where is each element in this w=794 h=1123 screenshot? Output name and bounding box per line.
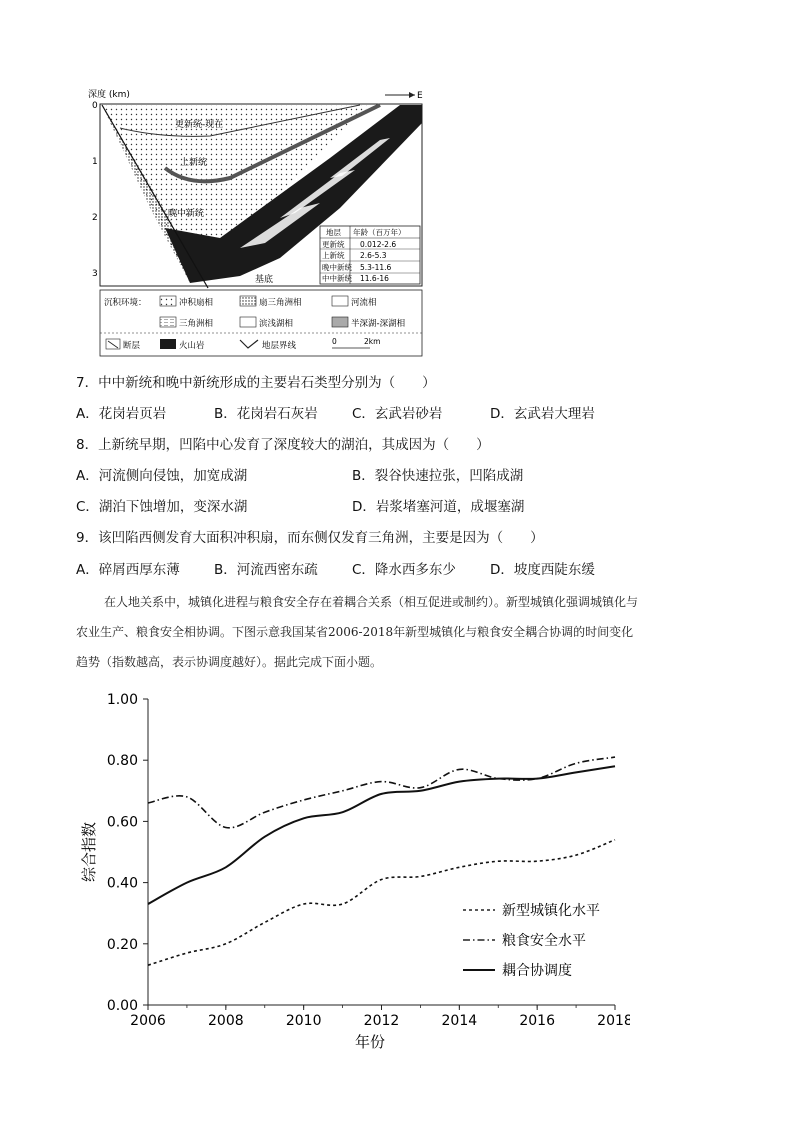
legend-item: 半深湖-深湖相 (351, 319, 406, 329)
legend-label-coupling: 耦合协调度 (502, 963, 572, 979)
y-tick-label: 0.60 (106, 814, 138, 831)
x-tick-label: 2014 (441, 1013, 478, 1029)
legend-label-food-security: 粮食安全水平 (502, 933, 586, 949)
question-7-option-c[interactable]: C．玄武岩砂岩 (352, 406, 443, 422)
legend-symbol: 断层 (123, 341, 141, 351)
age-table-cell: 更新统 (322, 240, 345, 249)
chart-legend (463, 902, 600, 979)
age-table-cell: 晚中新统 (322, 263, 352, 272)
x-axis-label: 年份 (354, 1033, 386, 1051)
x-tick-label: 2006 (130, 1013, 166, 1029)
age-table-cell: 中中新统 (322, 274, 352, 283)
legend-item: 冲积扇相 (179, 298, 214, 308)
age-table-cell: 0.012-2.6 (360, 240, 397, 249)
y-tick-label: 0.80 (106, 753, 138, 770)
series-line-coupling (148, 766, 615, 904)
x-tick-label: 2016 (519, 1013, 555, 1029)
x-tick-label: 2012 (363, 1013, 400, 1029)
series-line-food-security (148, 757, 615, 828)
question-7-option-d[interactable]: D．玄武岩大理岩 (490, 406, 595, 422)
age-table-header: 年龄（百万年） (353, 228, 406, 237)
question-7-option-b[interactable]: B．花岗岩石灰岩 (214, 406, 318, 422)
coupling-chart-svg (70, 685, 630, 1055)
depth-tick: 0 (92, 101, 98, 111)
depth-tick: 1 (92, 157, 98, 167)
question-8-option-c[interactable]: C．湖泊下蚀增加，变深水湖 (76, 499, 248, 515)
age-table-cell: 2.6-5.3 (360, 251, 387, 260)
question-9-option-c[interactable]: C．降水西多东少 (352, 562, 456, 578)
legend-item: 扇三角洲相 (259, 298, 302, 308)
question-8-option-a[interactable]: A．河流侧向侵蚀，加宽成湖 (76, 468, 248, 484)
question-9-option-a[interactable]: A．碎屑西厚东薄 (76, 562, 180, 578)
legend-item: 河流相 (351, 298, 377, 308)
x-tick-label: 2018 (597, 1013, 630, 1029)
age-table-cell: 5.3-11.6 (360, 263, 392, 272)
scale-label: 0 (332, 337, 337, 346)
depth-axis-label: 深度 (km) (88, 90, 130, 100)
age-table (320, 226, 420, 284)
y-tick-label: 1.00 (106, 692, 138, 708)
legend-label-urbanization: 新型城镇化水平 (502, 903, 600, 919)
age-table-cell: 上新统 (322, 251, 345, 260)
layer-label-basement: 基底 (255, 275, 274, 285)
x-tick-label: 2008 (208, 1013, 244, 1029)
legend-symbol: 地层界线 (262, 341, 297, 351)
east-label: E (417, 91, 423, 101)
y-tick-group (107, 692, 148, 1014)
x-tick-group (130, 1005, 630, 1029)
depth-tick: 2 (92, 213, 98, 223)
question-8-option-d[interactable]: D．岩浆堵塞河道，成堰塞湖 (352, 499, 525, 515)
intro-line-1: 在人地关系中，城镇化进程与粮食安全存在着耦合关系（相互促进或制约）。新型城镇化强调城镇化与 (104, 595, 639, 609)
layer-label-late-miocene: 晚中新统 (168, 209, 205, 219)
y-tick-label: 0.00 (106, 998, 138, 1014)
intro-line-3: 趋势（指数越高，表示协调度越好）。据此完成下面小题。 (76, 655, 383, 669)
question-8-option-b[interactable]: B．裂谷快速拉张，凹陷成湖 (352, 468, 524, 484)
legend-symbol: 火山岩 (179, 341, 205, 351)
layer-label-pleistocene: 更新统-现在 (175, 120, 224, 130)
geology-cross-section-svg (80, 78, 430, 360)
scale-label: 2km (364, 337, 381, 346)
x-tick-label: 2010 (285, 1013, 322, 1029)
age-table-header: 地层 (326, 228, 341, 237)
legend-item: 三角洲相 (179, 319, 214, 329)
legend-item: 滨浅湖相 (259, 319, 294, 329)
intro-line-2: 农业生产、粮食安全相协调。下图示意我国某省2006-2018年新型城镇化与粮食安全耦合协调的时间变化 (76, 625, 634, 639)
geology-legend (100, 290, 422, 356)
y-axis-label: 综合指数 (80, 821, 98, 883)
age-table-cell: 11.6-16 (360, 274, 389, 283)
layer-label-pliocene: 上新统 (180, 158, 208, 168)
question-7-stem: 7．中中新统和晚中新统形成的主要岩石类型分别为（ ） (76, 375, 436, 391)
question-9-option-b[interactable]: B．河流西密东疏 (214, 562, 318, 578)
question-8-stem: 8．上新统早期，凹陷中心发育了深度较大的湖泊，其成因为（ ） (76, 437, 490, 453)
question-7-option-a[interactable]: A．花岗岩页岩 (76, 406, 167, 422)
geology-figure (80, 78, 430, 360)
question-9-option-d[interactable]: D．坡度西陡东缓 (490, 562, 595, 578)
y-tick-label: 0.40 (106, 875, 138, 892)
y-tick-label: 0.20 (106, 936, 138, 953)
legend-title: 沉积环境： (104, 298, 147, 308)
depth-tick: 3 (92, 269, 98, 279)
question-9-stem: 9．该凹陷西侧发育大面积冲积扇，而东侧仅发育三角洲，主要是因为（ ） (76, 530, 544, 546)
coupling-chart (70, 685, 630, 1055)
